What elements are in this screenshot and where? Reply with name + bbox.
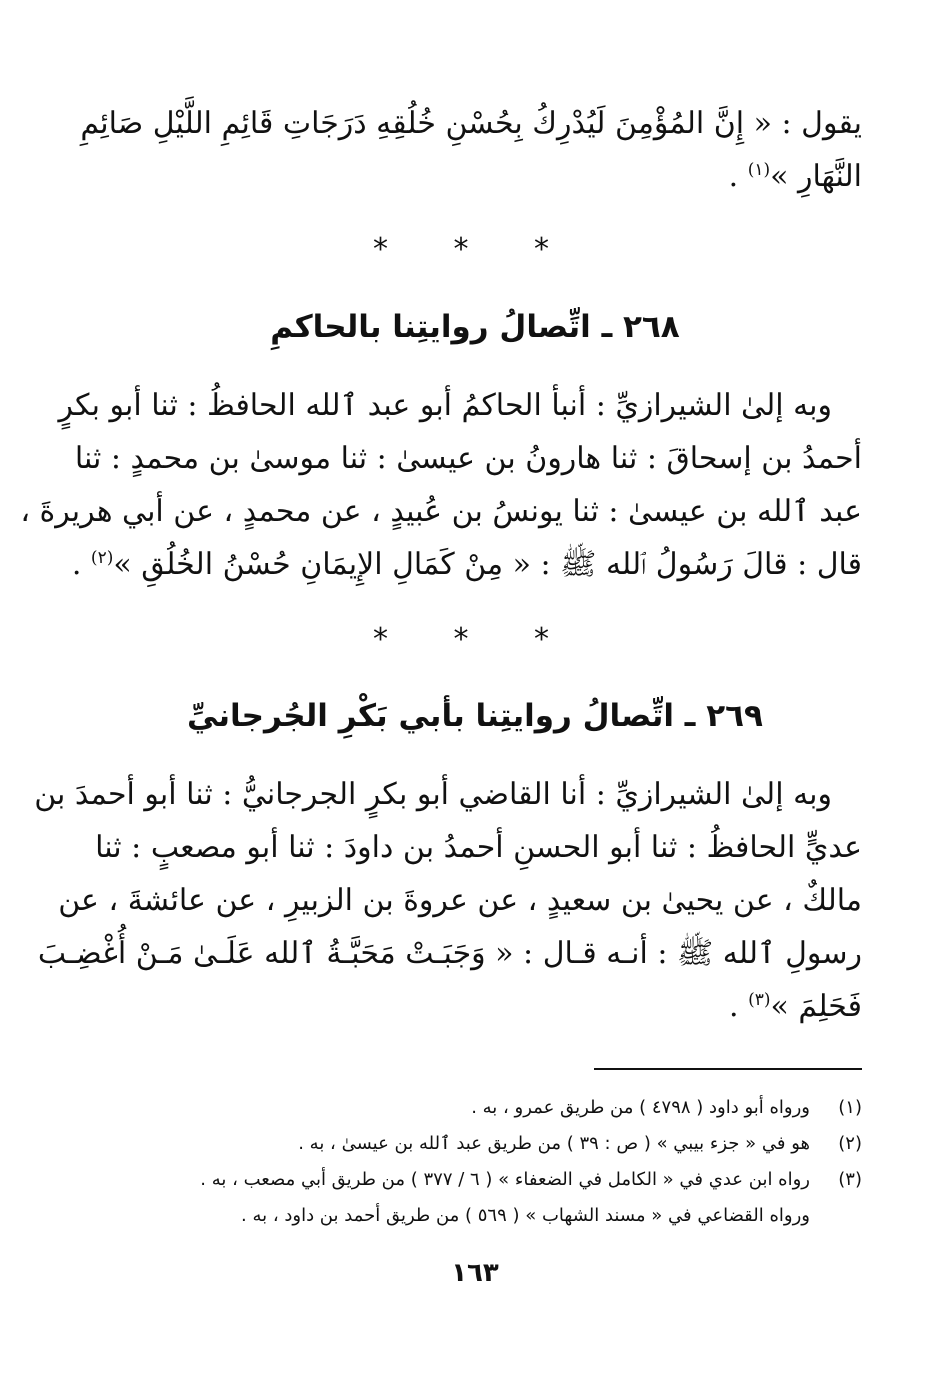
text-line-last	[71, 538, 862, 591]
footnote-reference: (٢)	[90, 548, 114, 568]
section-separator: * * *	[372, 232, 578, 267]
footnote-number: (٣)	[838, 1169, 862, 1190]
footnote-line: ورواه أبو داود ( ٤٧٩٨ ) من طريق عمرو ، به .	[471, 1097, 810, 1118]
footnote-number: (٢)	[838, 1133, 862, 1154]
text-line: مالكٌ ، عن يحيىٰ بن سعيدٍ ، عن عروةَ بن الزبيرِ ، عن عائشةَ ، عن	[58, 883, 862, 918]
text-line-last	[87, 980, 862, 1033]
sentence-end: .	[729, 989, 749, 1024]
footnote-1	[87, 1090, 862, 1126]
text-line: رسولِ ٱلله ﷺ : أنـه قـال : « وَجَبَـتْ مَحَبَّـةُ ٱلله عَلَـىٰ مَـنْ أُغْضِـبَ	[37, 936, 862, 971]
page-number: ١٦٣	[451, 1258, 499, 1288]
text-line-last	[87, 150, 862, 203]
text-line: عديٍّ الحافظُ : ثنا أبو الحسنِ أحمدُ بن داودَ : ثنا أبو مصعبٍ : ثنا	[95, 830, 862, 865]
footnote-separator	[594, 1068, 862, 1070]
continuation-paragraph	[80, 97, 862, 203]
footnote-line: هو في « جزء بيبي » ( ص : ٣٩ ) من طريق عبد ٱلله بن عيسىٰ ، به .	[298, 1133, 810, 1154]
footnote-line: رواه ابن عدي في « الكامل في الضعفاء » ( ٦ / ٣٧٧ ) من طريق أبي مصعب ، به .	[200, 1169, 810, 1190]
text-line: يقول : « إِنَّ المُؤْمِنَ لَيُدْرِكُ بِحُسْنِ خُلُقِهِ دَرَجَاتِ قَائِمِ اللَّيْلِ صَائِمِ	[80, 106, 862, 141]
footnote-reference: (٣)	[748, 990, 771, 1010]
footnote-reference: (١)	[747, 160, 771, 180]
section-269-paragraph	[34, 768, 862, 1033]
text-fragment: فَحَلِمَ »	[770, 989, 862, 1024]
footnote-line: ورواه القضاعي في « مسند الشهاب » ( ٥٦٩ ) من طريق أحمد بن داود ، به .	[241, 1205, 810, 1226]
text-line: وبه إلىٰ الشيرازيِّ : أنبأ الحاكمُ أبو عبد ٱلله الحافظُ : ثنا أبو بكرٍ	[58, 388, 832, 423]
text-fragment: النَّهَارِ »	[770, 159, 862, 194]
footnote-2	[87, 1126, 862, 1162]
footnote-text	[87, 1126, 810, 1162]
section-268-paragraph	[20, 379, 862, 591]
footnotes	[87, 1090, 862, 1234]
sentence-end: .	[71, 547, 91, 582]
footnote-text	[87, 1090, 810, 1126]
text-line: أحمدُ بن إسحاقَ : ثنا هارونُ بن عيسىٰ : ثنا موسىٰ بن محمدٍ : ثنا	[74, 441, 862, 476]
section-heading-268: ٢٦٨ ـ اتِّصالُ روايتِنا بالحاكمِ	[270, 309, 680, 345]
section-heading-269: ٢٦٩ ـ اتِّصالُ روايتِنا بأبي بَكْرِ الجُرجانيِّ	[187, 698, 763, 734]
text-fragment: قال : قالَ رَسُولُ ٱلله ﷺ : « مِنْ كَمَالِ الإِيمَانِ حُسْنُ الخُلُقِ »	[113, 547, 862, 582]
footnote-3	[87, 1162, 862, 1234]
footnote-number: (١)	[838, 1097, 862, 1118]
section-separator: * * *	[372, 622, 578, 657]
sentence-end: .	[728, 159, 748, 194]
text-line: وبه إلىٰ الشيرازيِّ : أنا القاضي أبو بكرٍ الجرجانيُّ : ثنا أبو أحمدَ بن	[34, 777, 832, 812]
text-line: عبد ٱلله بن عيسىٰ : ثنا يونسُ بن عُبيدٍ ، عن محمدٍ ، عن أبي هريرةَ ،	[20, 494, 862, 529]
footnote-text	[87, 1162, 810, 1234]
